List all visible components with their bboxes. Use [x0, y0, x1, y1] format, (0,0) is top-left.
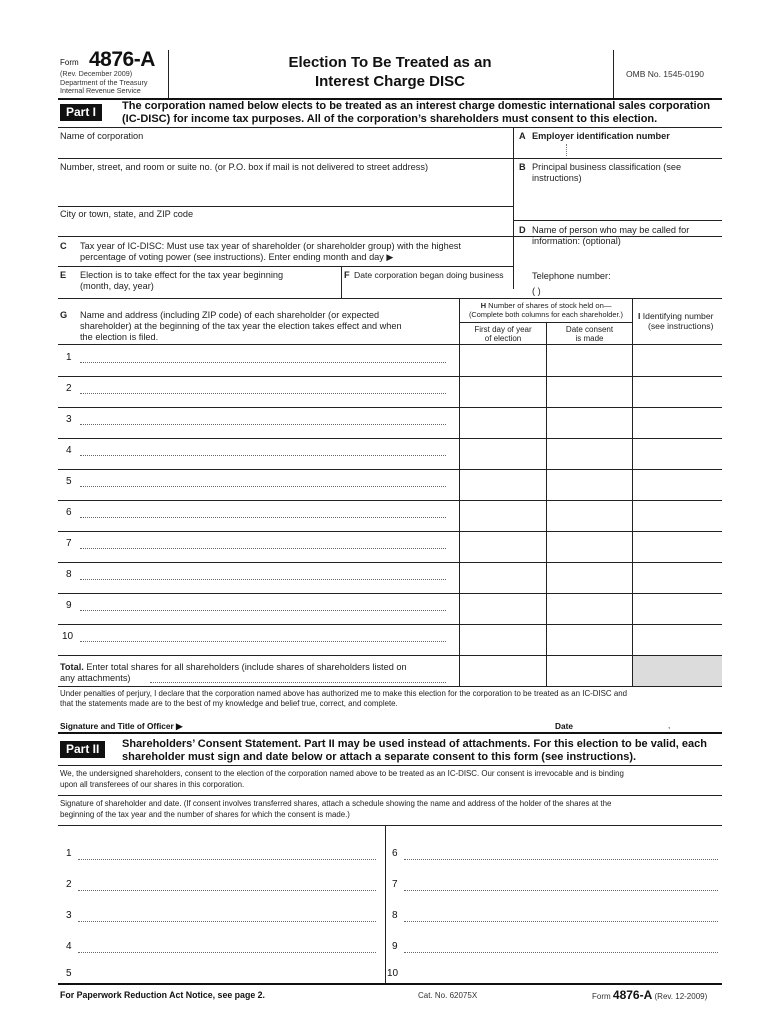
- shareholder-signature-line[interactable]: [78, 921, 376, 922]
- signature-number: 9: [392, 941, 398, 952]
- field-b-letter: B: [519, 162, 526, 172]
- business-classification-field[interactable]: [518, 188, 720, 218]
- tax-year-label-line1: Tax year of IC-DISC: Must use tax year of shareholder (or shareholder group) with the highest: [80, 241, 461, 251]
- row-number: 3: [66, 414, 72, 425]
- signature-date-field[interactable]: [585, 712, 720, 729]
- total-label-line1: Enter total shares for all shareholders (include shares of shareholders listed on: [86, 662, 407, 672]
- shareholder-signature-instruction-line2: beginning of the tax year and the number of shares for which the consent is made.): [60, 810, 350, 819]
- total-consent-date-field[interactable]: [548, 657, 631, 684]
- form-word: Form: [60, 58, 79, 67]
- shareholder-label-line3: the election is filed.: [80, 332, 159, 342]
- signature-number: 4: [66, 941, 72, 952]
- first-day-column-header-line1: First day of year: [474, 325, 532, 334]
- effective-year-label-line1: Election is to take effect for the tax year beginning: [80, 270, 284, 280]
- city-label: City or town, state, and ZIP code: [60, 209, 194, 219]
- ein-separator: [566, 144, 567, 156]
- contact-person-label-line2: information: (optional): [532, 236, 621, 246]
- form-title-line1: Election To Be Treated as an: [288, 54, 492, 71]
- paperwork-notice: For Paperwork Reduction Act Notice, see page 2.: [60, 990, 265, 1000]
- shareholder-signature-line[interactable]: [404, 952, 718, 953]
- field-d-letter: D: [519, 225, 526, 235]
- tax-year-label-line2: percentage of voting power (see instructions). Enter ending month and day ▶: [80, 252, 394, 262]
- signature-number: 2: [66, 879, 72, 890]
- shareholder-signature-line[interactable]: [78, 952, 376, 953]
- shareholder-signature-instruction-line1: Signature of shareholder and date. (If consent involves transferred shares, attach a schedule showing the name and address of the holder of the shares at the: [60, 799, 612, 808]
- signature-date-label: Date: [555, 721, 573, 731]
- business-classification-label-line2: instructions): [532, 173, 582, 183]
- identifying-number-label-line2: (see instructions): [648, 321, 714, 331]
- telephone-field[interactable]: ( ): [532, 286, 541, 296]
- signature-number: 7: [392, 879, 398, 890]
- row-number: 7: [66, 538, 72, 549]
- effective-year-label-line2: (month, day, year): [80, 281, 154, 291]
- shaded-cell: [633, 656, 722, 686]
- agency: Internal Revenue Service: [60, 86, 141, 95]
- shareholder-label-line1: Name and address (including ZIP code) of each shareholder (or expected: [80, 310, 380, 320]
- business-start-date-field[interactable]: [344, 283, 510, 297]
- row-number: 8: [66, 569, 72, 580]
- business-start-date-label: Date corporation began doing business: [354, 270, 504, 280]
- row-number: 4: [66, 445, 72, 456]
- shareholder-label-line2: shareholder) at the beginning of the tax year the election takes effect and when: [80, 321, 402, 331]
- signature-number: 5: [66, 968, 72, 979]
- total-label-line2: any attachments): [60, 673, 131, 683]
- first-day-column-header-line2: of election: [484, 334, 522, 343]
- signature-number: 8: [392, 910, 398, 921]
- telephone-label: Telephone number:: [532, 271, 611, 281]
- row-number: 6: [66, 507, 72, 518]
- perjury-statement-line2: that the statements made are to the best of my knowledge and belief true, correct, and complete.: [60, 699, 398, 708]
- identifying-number-label-line1: Identifying number: [642, 311, 714, 321]
- department: Department of the Treasury: [60, 78, 148, 87]
- total-first-day-field[interactable]: [461, 657, 545, 684]
- shares-label-line1: Number of shares of stock held on—: [488, 301, 612, 310]
- business-classification-label-line1: Principal business classification (see: [532, 162, 682, 172]
- shareholder-signature-line[interactable]: [78, 859, 376, 860]
- part2-description-line2: shareholder must sign and date below or attach a separate consent to this form (see instructions).: [122, 751, 637, 763]
- signature-number: 10: [387, 968, 399, 979]
- omb-number: OMB No. 1545-0190: [626, 69, 704, 79]
- contact-person-label-line1: Name of person who may be called for: [532, 225, 690, 235]
- perjury-statement-line1: Under penalties of perjury, I declare that the corporation named above has authorized me to make this election for the corporation to be treated as an IC-DISC and: [60, 689, 627, 698]
- contact-person-field[interactable]: [518, 250, 720, 265]
- consent-date-column-header-line1: Date consent: [565, 325, 614, 334]
- shareholder-signature-line[interactable]: [78, 890, 376, 891]
- part2-description-line1: Shareholders’ Consent Statement. Part II may be used instead of attachments. For this election to be valid, each: [122, 738, 707, 750]
- form-title-line2: Interest Charge DISC: [314, 73, 466, 90]
- address-label: Number, street, and room or suite no. (or P.O. box if mail is not delivered to street address): [60, 162, 429, 172]
- shareholder-signature-line[interactable]: [404, 921, 718, 922]
- part1-badge: Part I: [60, 104, 102, 121]
- ein-field[interactable]: [518, 142, 720, 157]
- field-i-letter: I: [638, 311, 641, 321]
- footer-form-number: 4876-A: [612, 988, 653, 1002]
- corporation-name-label: Name of corporation: [60, 131, 144, 141]
- row-number: 9: [66, 600, 72, 611]
- corporation-name-field[interactable]: [60, 142, 512, 157]
- revision-date: (Rev. December 2009): [60, 69, 133, 78]
- row-number: 1: [66, 352, 72, 363]
- shares-label-line2: (Complete both columns for each shareholder.): [468, 310, 624, 319]
- field-e-letter: E: [60, 270, 67, 280]
- catalog-number: Cat. No. 62075X: [418, 991, 478, 1000]
- footer-revision: (Rev. 12-2009): [654, 992, 708, 1001]
- part1-description-line2: (IC-DISC) for income tax purposes. All of the corporation’s shareholders must consent to this election.: [122, 113, 658, 125]
- field-g-letter: G: [60, 310, 68, 320]
- field-h-letter: H: [480, 301, 487, 310]
- date-comma: ,: [668, 721, 671, 730]
- signature-number: 1: [66, 848, 72, 859]
- field-c-letter: C: [60, 241, 67, 251]
- address-field[interactable]: [60, 176, 512, 204]
- tax-year-ending-field[interactable]: [426, 252, 510, 264]
- footer-form-word: Form: [592, 992, 611, 1001]
- part1-description-line1: The corporation named below elects to be treated as an interest charge domestic international sales corporation: [122, 100, 711, 112]
- row-number: 5: [66, 476, 72, 487]
- city-field[interactable]: [60, 220, 512, 234]
- consent-statement-line2: upon all transferees of our shares in this corporation.: [60, 780, 245, 789]
- field-f-letter: F: [344, 270, 350, 280]
- field-a-letter: A: [519, 131, 526, 141]
- part2-badge: Part II: [60, 741, 105, 758]
- officer-signature-label: Signature and Title of Officer ▶: [60, 721, 183, 731]
- row-number: 10: [62, 631, 74, 642]
- row-number: 2: [66, 383, 72, 394]
- total-label-bold: Total.: [60, 662, 84, 672]
- consent-date-column-header-line2: is made: [575, 334, 604, 343]
- shareholder-signature-line[interactable]: [404, 890, 718, 891]
- form-number: 4876-A: [89, 48, 155, 71]
- signature-number: 6: [392, 848, 398, 859]
- ein-label: Employer identification number: [532, 131, 670, 141]
- signature-number: 3: [66, 910, 72, 921]
- shareholder-signature-line[interactable]: [404, 859, 718, 860]
- consent-statement-line1: We, the undersigned shareholders, consent to the election of the corporation named above to be treated as an IC-DISC. Our consent is irrevocable and is binding: [60, 769, 624, 778]
